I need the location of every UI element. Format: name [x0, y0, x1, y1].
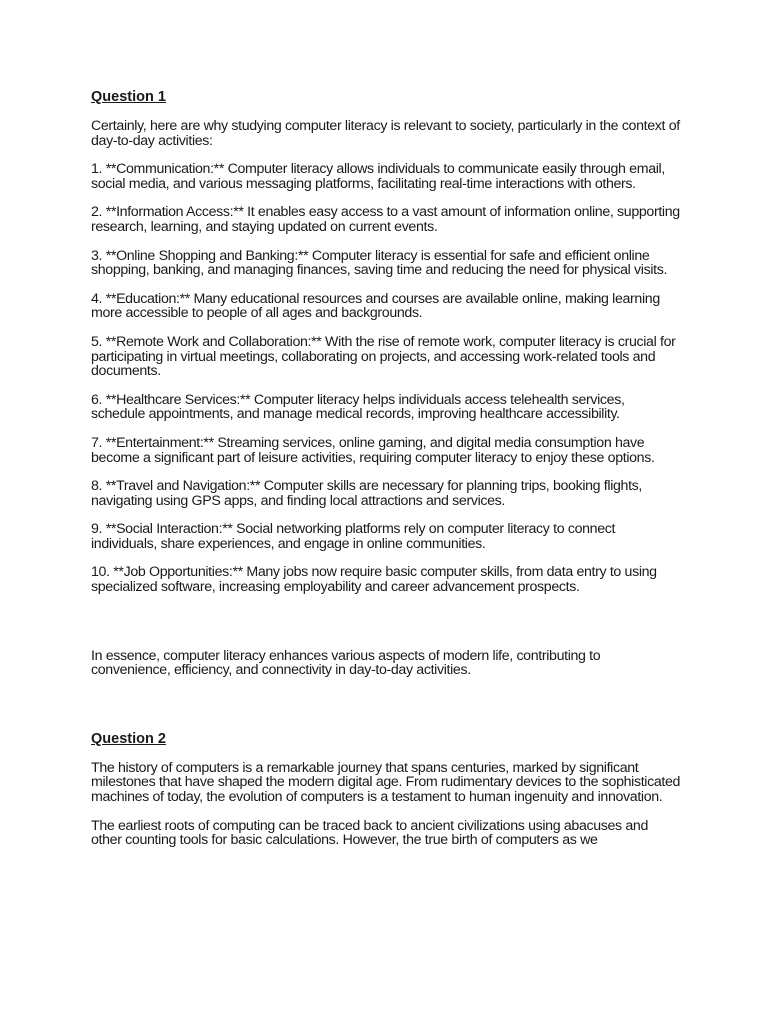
document-body [91, 90, 681, 862]
list-item: 8. **Travel and Navigation:** Computer skills are necessary for planning trips, booking flights, navigating using GPS apps, and finding local attractions and services. [91, 478, 643, 509]
question-1-intro: Certainly, here are why studying computer literacy is relevant to society, particularly in the context of day-to-day activities: [91, 118, 680, 149]
question-2-paragraph: The earliest roots of computing can be traced back to ancient civilizations using abacuses and other counting tools for basic calculations. However, the true birth of computers as we [91, 817, 649, 849]
question-2-paragraph: The history of computers is a remarkable journey that spans centuries, marked by significant milestones that have shaped the modern digital age. From rudimentary devices to the sophisticated machines of today, the evolution of computers is a testament to human ingenuity and innovation. [91, 759, 681, 806]
list-item: 4. **Education:** Many educational resources and courses are available online, making learning more accessible to people of all ages and backgrounds. [91, 290, 660, 322]
question-2-heading: Question 2 [91, 730, 166, 747]
list-item: 7. **Entertainment:** Streaming services, online gaming, and digital media consumption have become a significant part of leisure activities, requiring computer literacy to enjoy these options. [91, 434, 655, 466]
spacer [91, 692, 681, 732]
list-item: 2. **Information Access:** It enables easy access to a vast amount of information online, supporting research, learning, and staying updated on current events. [91, 204, 680, 235]
question-1-conclusion: In essence, computer literacy enhances various aspects of modern life, contributing to convenience, efficiency, and connectivity in day-to-day activities. [91, 647, 601, 679]
list-item: 10. **Job Opportunities:** Many jobs now require basic computer skills, from data entry to using specialized software, increasing employability and career advancement prospects. [91, 564, 657, 596]
list-item: 9. **Social Interaction:** Social networking platforms rely on computer literacy to connect individuals, share experiences, and engage in online communities. [91, 521, 616, 552]
list-item: 5. **Remote Work and Collaboration:** With the rise of remote work, computer literacy is crucial for participating in virtual meetings, collaborating on projects, and accessing work-related tools and documents. [91, 333, 676, 380]
list-item: 1. **Communication:** Computer literacy allows individuals to communicate easily through email, social media, and various messaging platforms, facilitating real-time interactions with others. [91, 161, 665, 192]
list-item: 6. **Healthcare Services:** Computer literacy helps individuals access telehealth services, schedule appointments, and manage medical records, improving healthcare accessibility. [91, 391, 625, 423]
question-1-heading: Question 1 [91, 89, 166, 105]
spacer [91, 609, 681, 649]
list-item: 3. **Online Shopping and Banking:** Computer literacy is essential for safe and efficient online shopping, banking, and managing finances, saving time and reducing the need for physical visits. [91, 247, 668, 279]
